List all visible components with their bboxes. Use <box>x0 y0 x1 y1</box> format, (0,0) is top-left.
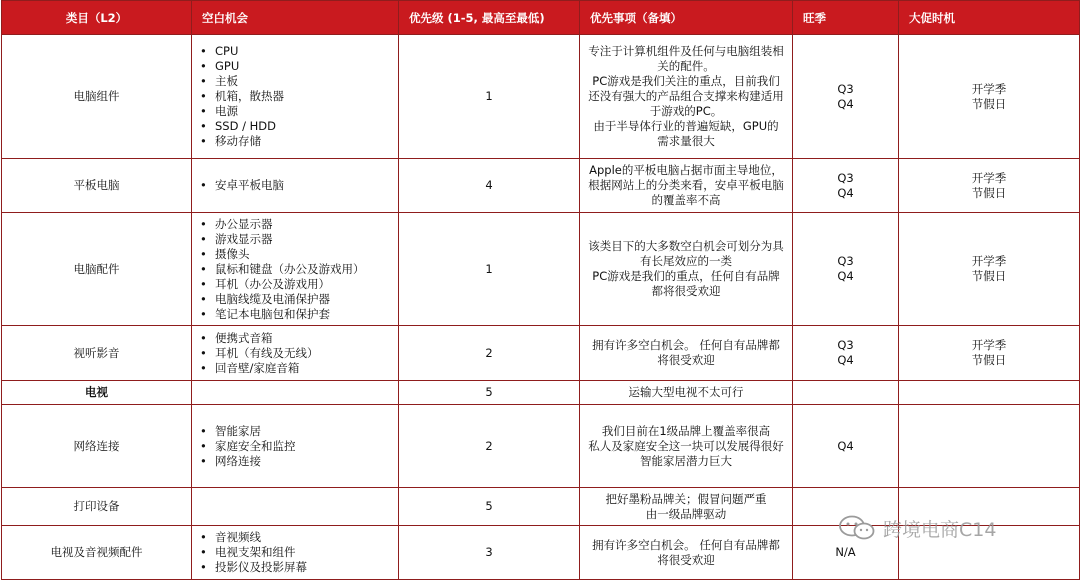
peak-season-cell: Q4 <box>793 405 899 488</box>
list-item: • 电脑线缆及电涌保护器 <box>200 292 398 307</box>
notes-cell: Apple的平板电脑占据市面主导地位，根据网站上的分类来看，安卓平板电脑的覆盖率不高 <box>580 159 793 213</box>
promotions-cell: 开学季 节假日 <box>899 159 1080 213</box>
opportunities-cell <box>192 488 399 526</box>
header-peak-season: 旺季 <box>793 1 899 35</box>
notes-cell: 该类目下的大多数空白机会可划分为具有长尾效应的一类 PC游戏是我们的重点，任何自有品牌都将很受欢迎 <box>580 213 793 326</box>
opportunity-list <box>200 530 398 575</box>
opportunity-list <box>200 217 398 322</box>
list-item: • 游戏显示器 <box>200 232 398 247</box>
priority-cell: 5 <box>399 381 580 405</box>
list-item: • 网络连接 <box>200 454 398 469</box>
header-promotions: 大促时机 <box>899 1 1080 35</box>
list-item: • 家庭安全和监控 <box>200 439 398 454</box>
list-item: • 电源 <box>200 104 398 119</box>
list-item: • 主板 <box>200 74 398 89</box>
priority-cell: 2 <box>399 405 580 488</box>
priority-cell: 1 <box>399 213 580 326</box>
list-item: • 办公显示器 <box>200 217 398 232</box>
list-item: • 耳机（有线及无线） <box>200 346 398 361</box>
notes-cell: 拥有许多空白机会。 任何自有品牌都将很受欢迎 <box>580 526 793 580</box>
category-cell: 网络连接 <box>2 405 192 488</box>
category-cell: 视听影音 <box>2 326 192 381</box>
peak-season-cell: Q3 Q4 <box>793 35 899 159</box>
wechat-icon <box>837 514 877 542</box>
category-cell: 电脑配件 <box>2 213 192 326</box>
category-cell: 电脑组件 <box>2 35 192 159</box>
header-opportunities: 空白机会 <box>192 1 399 35</box>
promotions-cell <box>899 381 1080 405</box>
priority-cell: 4 <box>399 159 580 213</box>
list-item: • 安卓平板电脑 <box>200 178 398 193</box>
opportunity-list <box>200 178 398 193</box>
promotions-cell: 开学季 节假日 <box>899 213 1080 326</box>
list-item: • CPU <box>200 44 398 59</box>
list-item: • 投影仪及投影屏幕 <box>200 560 398 575</box>
list-item: • 机箱，散热器 <box>200 89 398 104</box>
table-row <box>2 35 1080 159</box>
header-priority: 优先级 (1-5, 最高至最低) <box>399 1 580 35</box>
notes-cell: 拥有许多空白机会。 任何自有品牌都将很受欢迎 <box>580 326 793 381</box>
table-row <box>2 405 1080 488</box>
opportunity-list <box>200 44 398 149</box>
opportunities-cell <box>192 213 399 326</box>
watermark <box>837 514 996 542</box>
table-row <box>2 213 1080 326</box>
priority-cell: 3 <box>399 526 580 580</box>
opportunity-list <box>200 331 398 376</box>
category-cell: 电视 <box>2 381 192 405</box>
table-row <box>2 326 1080 381</box>
header-category: 类目（L2） <box>2 1 192 35</box>
watermark-text: 跨境电商C14 <box>883 518 997 541</box>
list-item: • 笔记本电脑包和保护套 <box>200 307 398 322</box>
notes-cell: 我们目前在1级品牌上覆盖率很高 私人及家庭安全这一块可以发展得很好 智能家居潜力巨大 <box>580 405 793 488</box>
list-item: • 耳机（办公及游戏用） <box>200 277 398 292</box>
category-cell: 平板电脑 <box>2 159 192 213</box>
category-cell: 打印设备 <box>2 488 192 526</box>
notes-cell: 专注于计算机组件及任何与电脑组装相关的配件。 PC游戏是我们关注的重点，目前我们还没有强大的产品组合支撑来构建适用于游戏的PC。 由于半导体行业的普遍短缺，GPU的需求量很大 <box>580 35 793 159</box>
priority-cell: 5 <box>399 488 580 526</box>
notes-cell: 运输大型电视不太可行 <box>580 381 793 405</box>
category-cell: 电视及音视频配件 <box>2 526 192 580</box>
list-item: • 便携式音箱 <box>200 331 398 346</box>
peak-season-cell: Q3 Q4 <box>793 326 899 381</box>
opportunities-cell <box>192 326 399 381</box>
peak-season-cell: N/A <box>793 526 899 580</box>
promotions-cell: 开学季 节假日 <box>899 326 1080 381</box>
table-row <box>2 381 1080 405</box>
opportunities-cell <box>192 526 399 580</box>
table-row <box>2 159 1080 213</box>
opportunities-cell <box>192 381 399 405</box>
list-item: • 移动存储 <box>200 134 398 149</box>
list-item: • 摄像头 <box>200 247 398 262</box>
peak-season-cell <box>793 381 899 405</box>
header-notes: 优先事项（备填） <box>580 1 793 35</box>
opportunities-cell <box>192 35 399 159</box>
peak-season-cell: Q3 Q4 <box>793 159 899 213</box>
list-item: • 音视频线 <box>200 530 398 545</box>
list-item: • SSD / HDD <box>200 119 398 134</box>
list-item: • 智能家居 <box>200 424 398 439</box>
opportunities-cell <box>192 405 399 488</box>
priority-cell: 2 <box>399 326 580 381</box>
list-item: • 电视支架和组件 <box>200 545 398 560</box>
priority-cell: 1 <box>399 35 580 159</box>
opportunity-list <box>200 424 398 469</box>
promotions-cell: 开学季 节假日 <box>899 35 1080 159</box>
category-table <box>1 0 1080 580</box>
list-item: • GPU <box>200 59 398 74</box>
opportunities-cell <box>192 159 399 213</box>
list-item: • 回音壁/家庭音箱 <box>200 361 398 376</box>
promotions-cell <box>899 405 1080 488</box>
notes-cell: 把好墨粉品牌关；假冒问题严重 由一级品牌驱动 <box>580 488 793 526</box>
peak-season-cell: Q3 Q4 <box>793 213 899 326</box>
header-row <box>2 1 1080 35</box>
list-item: • 鼠标和键盘（办公及游戏用） <box>200 262 398 277</box>
